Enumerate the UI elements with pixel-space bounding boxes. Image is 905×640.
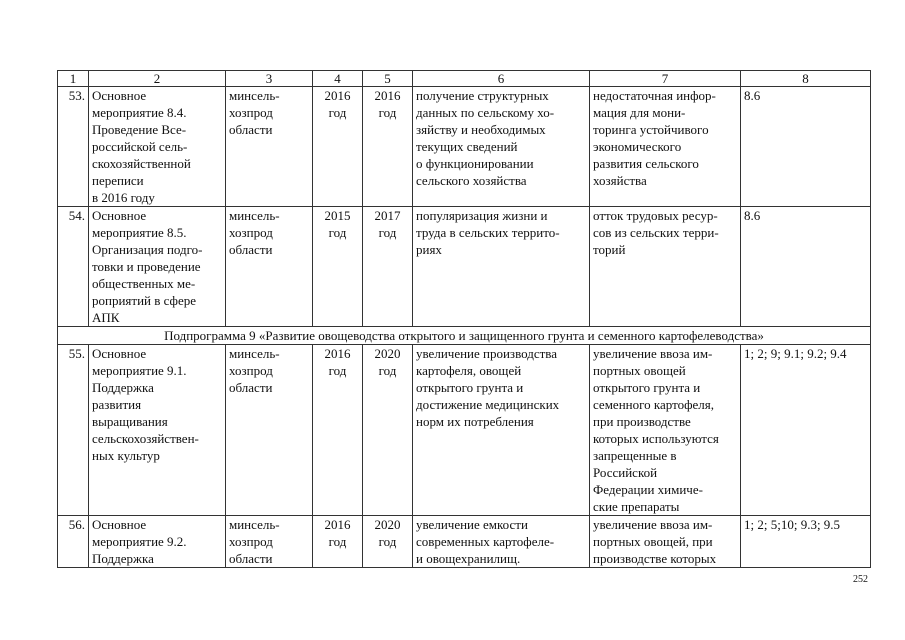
column-number: 5 bbox=[363, 71, 413, 87]
row-number: 56. bbox=[58, 516, 89, 568]
result-cell bbox=[413, 516, 590, 568]
executor-line: области bbox=[229, 551, 273, 566]
result-line: увеличение емкости bbox=[416, 517, 528, 532]
consequences-line: при производстве bbox=[593, 414, 691, 429]
activity-line: развития bbox=[92, 397, 142, 412]
executor-line: хозпрод bbox=[229, 363, 273, 378]
activity-cell bbox=[89, 87, 226, 207]
table-row bbox=[58, 516, 871, 568]
activity-line: роприятий в сфере bbox=[92, 293, 197, 308]
end-year-unit: год bbox=[378, 225, 397, 240]
result-line: о функционировании bbox=[416, 156, 534, 171]
indicators-cell: 8.6 bbox=[741, 207, 871, 327]
activity-line: Основное bbox=[92, 208, 147, 223]
start-year-cell bbox=[313, 345, 363, 516]
indicators-cell: 1; 2; 5;10; 9.3; 9.5 bbox=[741, 516, 871, 568]
consequences-line: которых используются bbox=[593, 431, 719, 446]
activity-line: Проведение Все- bbox=[92, 122, 187, 137]
page-number: 252 bbox=[853, 574, 868, 585]
start-year-cell bbox=[313, 207, 363, 327]
start-year-cell bbox=[313, 87, 363, 207]
executor-cell bbox=[226, 345, 313, 516]
column-number: 6 bbox=[413, 71, 590, 87]
executor-line: хозпрод bbox=[229, 105, 273, 120]
activity-line: АПК bbox=[92, 310, 120, 325]
subprogram-title: Подпрограмма 9 «Развитие овощеводства открытого и защищенного грунта и семенного картофелеводства» bbox=[58, 327, 871, 345]
consequences-line: отток трудовых ресур- bbox=[593, 208, 718, 223]
activity-line: Основное bbox=[92, 88, 147, 103]
consequences-line: портных овощей, при bbox=[593, 534, 713, 549]
result-line: и овощехранилищ. bbox=[416, 551, 521, 566]
result-cell bbox=[413, 87, 590, 207]
subprogram-row bbox=[58, 327, 871, 345]
consequences-line: недостаточная инфор- bbox=[593, 88, 716, 103]
activity-line: мероприятие 9.2. bbox=[92, 534, 187, 549]
executor-line: минсель- bbox=[229, 517, 280, 532]
start-year: 2016 bbox=[324, 517, 351, 532]
result-cell bbox=[413, 207, 590, 327]
start-year: 2015 bbox=[324, 208, 351, 223]
consequences-line: Российской bbox=[593, 465, 658, 480]
consequences-line: производстве которых bbox=[593, 551, 717, 566]
consequences-line: портных овощей bbox=[593, 363, 686, 378]
executor-line: минсель- bbox=[229, 208, 280, 223]
consequences-cell bbox=[590, 87, 741, 207]
result-line: популяризация жизни и bbox=[416, 208, 548, 223]
start-year-unit: год bbox=[328, 225, 347, 240]
activity-line: мероприятие 9.1. bbox=[92, 363, 187, 378]
consequences-line: семенного картофеля, bbox=[593, 397, 715, 412]
executor-line: области bbox=[229, 380, 273, 395]
consequences-line: сов из сельских терри- bbox=[593, 225, 719, 240]
result-line: достижение медицинских bbox=[416, 397, 560, 412]
end-year-cell bbox=[363, 207, 413, 327]
result-cell bbox=[413, 345, 590, 516]
end-year-unit: год bbox=[378, 534, 397, 549]
result-line: современных картофеле- bbox=[416, 534, 555, 549]
activity-cell bbox=[89, 345, 226, 516]
activity-line: мероприятие 8.4. bbox=[92, 105, 187, 120]
executor-line: хозпрод bbox=[229, 534, 273, 549]
executor-line: области bbox=[229, 122, 273, 137]
start-year-unit: год bbox=[328, 105, 347, 120]
activity-cell bbox=[89, 207, 226, 327]
activity-line: Организация подго- bbox=[92, 242, 203, 257]
column-number: 2 bbox=[89, 71, 226, 87]
activity-line: скохозяйственной bbox=[92, 156, 191, 171]
activity-cell bbox=[89, 516, 226, 568]
column-number: 4 bbox=[313, 71, 363, 87]
consequences-line: ские препараты bbox=[593, 499, 680, 514]
activity-line: сельскохозяйствен- bbox=[92, 431, 199, 446]
table-row bbox=[58, 345, 871, 516]
consequences-cell bbox=[590, 516, 741, 568]
start-year: 2016 bbox=[324, 88, 351, 103]
consequences-line: торий bbox=[593, 242, 626, 257]
indicators-cell: 1; 2; 9; 9.1; 9.2; 9.4 bbox=[741, 345, 871, 516]
activity-line: мероприятие 8.5. bbox=[92, 225, 187, 240]
consequences-line: увеличение ввоза им- bbox=[593, 517, 713, 532]
table-row bbox=[58, 87, 871, 207]
consequences-line: хозяйства bbox=[593, 173, 647, 188]
end-year-cell bbox=[363, 87, 413, 207]
result-line: норм их потребления bbox=[416, 414, 534, 429]
result-line: данных по сельскому хо- bbox=[416, 105, 555, 120]
result-line: открытого грунта и bbox=[416, 380, 524, 395]
row-number: 55. bbox=[58, 345, 89, 516]
result-line: зяйству и необходимых bbox=[416, 122, 546, 137]
start-year: 2016 bbox=[324, 346, 351, 361]
consequences-line: открытого грунта и bbox=[593, 380, 701, 395]
end-year: 2020 bbox=[374, 517, 401, 532]
column-number: 1 bbox=[58, 71, 89, 87]
consequences-cell bbox=[590, 345, 741, 516]
end-year-cell bbox=[363, 345, 413, 516]
end-year-unit: год bbox=[378, 105, 397, 120]
start-year-unit: год bbox=[328, 363, 347, 378]
end-year: 2020 bbox=[374, 346, 401, 361]
executor-cell bbox=[226, 207, 313, 327]
start-year-cell bbox=[313, 516, 363, 568]
consequences-line: запрещенные в bbox=[593, 448, 677, 463]
result-line: текущих сведений bbox=[416, 139, 518, 154]
end-year-unit: год bbox=[378, 363, 397, 378]
executor-line: минсель- bbox=[229, 88, 280, 103]
activity-line: Основное bbox=[92, 346, 147, 361]
executor-line: минсель- bbox=[229, 346, 280, 361]
activity-line: переписи bbox=[92, 173, 144, 188]
activity-line: российской сель- bbox=[92, 139, 188, 154]
activity-line: ных культур bbox=[92, 448, 160, 463]
executor-line: хозпрод bbox=[229, 225, 273, 240]
activity-line: выращивания bbox=[92, 414, 168, 429]
measures-table bbox=[57, 70, 871, 568]
result-line: риях bbox=[416, 242, 442, 257]
consequences-line: Федерации химиче- bbox=[593, 482, 703, 497]
activity-line: в 2016 году bbox=[92, 190, 155, 205]
result-line: увеличение производства bbox=[416, 346, 558, 361]
consequences-line: мация для мони- bbox=[593, 105, 686, 120]
executor-cell bbox=[226, 516, 313, 568]
result-line: получение структурных bbox=[416, 88, 549, 103]
result-line: труда в сельских террито- bbox=[416, 225, 560, 240]
column-number-row bbox=[58, 71, 871, 87]
table-row bbox=[58, 207, 871, 327]
column-number: 8 bbox=[741, 71, 871, 87]
end-year: 2016 bbox=[374, 88, 401, 103]
activity-line: общественных ме- bbox=[92, 276, 196, 291]
consequences-line: торинга устойчивого bbox=[593, 122, 709, 137]
end-year: 2017 bbox=[374, 208, 401, 223]
column-number: 3 bbox=[226, 71, 313, 87]
result-line: сельского хозяйства bbox=[416, 173, 527, 188]
row-number: 53. bbox=[58, 87, 89, 207]
activity-line: товки и проведение bbox=[92, 259, 201, 274]
consequences-line: экономического bbox=[593, 139, 682, 154]
executor-cell bbox=[226, 87, 313, 207]
result-line: картофеля, овощей bbox=[416, 363, 522, 378]
column-number: 7 bbox=[590, 71, 741, 87]
consequences-line: увеличение ввоза им- bbox=[593, 346, 713, 361]
indicators-cell: 8.6 bbox=[741, 87, 871, 207]
end-year-cell bbox=[363, 516, 413, 568]
consequences-line: развития сельского bbox=[593, 156, 699, 171]
activity-line: Основное bbox=[92, 517, 147, 532]
start-year-unit: год bbox=[328, 534, 347, 549]
consequences-cell bbox=[590, 207, 741, 327]
activity-line: Поддержка bbox=[92, 380, 154, 395]
executor-line: области bbox=[229, 242, 273, 257]
row-number: 54. bbox=[58, 207, 89, 327]
activity-line: Поддержка bbox=[92, 551, 154, 566]
